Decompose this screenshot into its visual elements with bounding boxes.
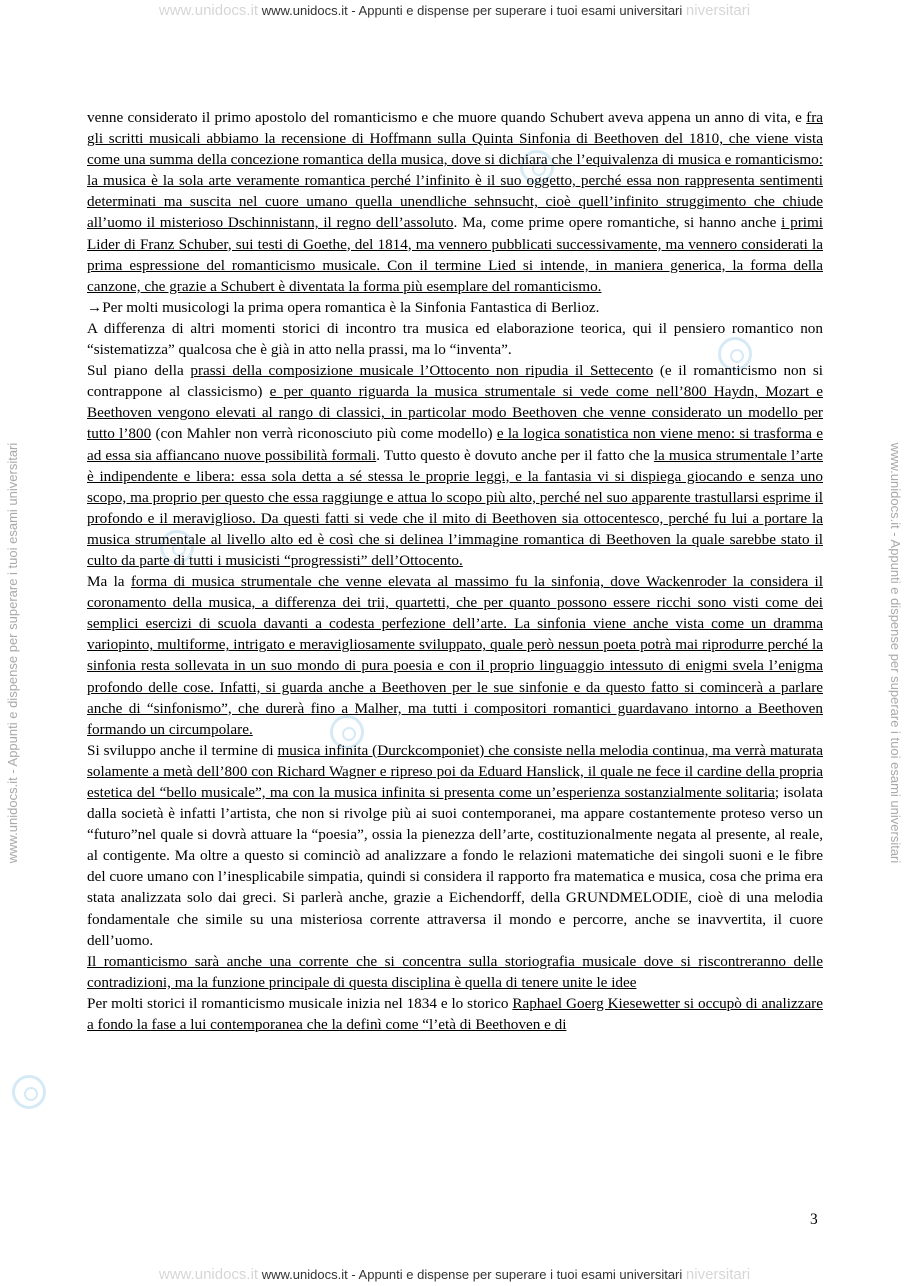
text-run: →Per molti musicologi la prima opera romantica è la Sinfonia Fantastica di Berlioz. bbox=[87, 298, 600, 316]
text-run: Ma la bbox=[87, 573, 131, 591]
paragraph bbox=[87, 951, 823, 993]
text-run: venne considerato il primo apostolo del romanticismo e che muore quando Schubert aveva appena un anno di vita, e bbox=[87, 109, 807, 126]
text-run: Sul piano della bbox=[87, 362, 191, 380]
text-run: (e il romanticismo non si contrappone al classicismo) bbox=[87, 362, 823, 401]
text-run: . Tutto questo è dovuto anche per il fatto che bbox=[376, 446, 654, 464]
underlined-text: forma di musica strumentale che venne elevata al massimo fu la sinfonia, dove Wackenroder la considera il coronamento della musica, a differenza dei trii, quartetti, che per quanto possono essere ricchi sono visti come dei semplici esercizi di scuola davanti a codesta perfezione dell’arte. La sinfonia viene anche vista come un dramma variopinto, multiforme, intrigato e meravigliosamente sviluppato, quale però nessun poeta potrà mai riprodurre perché la sinfonia resta sollevata in un suo mondo di pura poesia e con il proprio linguaggio intessuto di enigmi svela l’enigma profondo delle cose. Infatti, si guarda anche a Beethoven per le sue sinfonie e da questo fatto si comincerà a parlare anche di “sinfonismo”, che durerà fino a Malher, ma tutti i compositori romantici guardavano intorno a Beethoven formando un circumpolare. bbox=[87, 573, 823, 738]
banner-ghost-right: niversitari bbox=[685, 1266, 751, 1283]
top-banner bbox=[0, 0, 909, 22]
document-body bbox=[87, 107, 823, 1035]
text-run: Per molti storici il romanticismo musicale inizia nel 1834 e lo storico bbox=[87, 994, 513, 1012]
underlined-text: musica infinita (Durckcomponiet) che consiste nella melodia continua, ma verrà maturata solamente a metà dell’800 con Richard Wagner e ripreso poi da Eduard Hanslick, il quale ne fece il cardine della propria estetica del “bello musicale”, ma con la musica infinita si presenta come un’esperienza sostanzialmente solitaria bbox=[87, 741, 823, 801]
underlined-text: la musica strumentale l’arte è indipendente e libera: essa sola detta a sé stessa le proprie leggi, e la fantasia vi si dispiega giocando e senza uno scopo, ma proprio per questo che essa raggiunge e attua lo scopo più alto, perché nel suo apparente trastullarsi esprime il profondo e il meraviglioso. Da questi fatti si vede che il mito di Beethoven sia ottocentesco, perché fu lui a portare la musica strumentale al livello alto ed è così che si delinea l’immagine romantica di Beethoven la quale sarebbe stato il culto da parte di tutti i musicisti “progressisti” dell’Ottocento. bbox=[87, 446, 823, 569]
paragraph bbox=[87, 297, 823, 318]
bottom-banner bbox=[0, 1264, 909, 1286]
banner-text[interactable]: www.unidocs.it - Appunti e dispense per superare i tuoi esami universitari bbox=[261, 1267, 683, 1282]
text-run: A differenza di altri momenti storici di incontro tra musica ed elaborazione teorica, qui il pensiero romantico non “sistematizza” qualcosa che è già in atto nella prassi, ma lo “inventa”. bbox=[87, 319, 823, 359]
underlined-text: i primi Lider di Franz Schuber, sui testi di Goethe, del 1814, ma vennero pubblicati successivamente, ma vennero considerati la prima espressione del romanticismo musicale. Con il termine Lied si intende, in maniera generica, la forma della canzone, che grazie a Schubert è diventata la forma più esemplare del romanticismo. bbox=[87, 214, 824, 295]
underlined-text: e per quanto riguarda la musica strumentale si vede come nell’800 Haydn, Mozart e Beethoven vengono elevati al rango di classici, in particolar modo Beethoven che venne considerato un modello per tutto l’800 bbox=[87, 383, 823, 443]
text-run: ; isolata dalla società è infatti l’artista, che non si rivolge più ai suoi contemporanei, ma appare costantemente proteso verso un “futuro”nel quale si dovrà attuare la “poesia”, ossia la pienezza dell’arte, costituzionalmente negata al presente, al reale, al contigente. Ma oltre a questo si cominciò ad analizzare a fondo le relazioni matematiche dei singoli suoni e le fibre del cuore umano con l’inesplicabile simpatia, quindi si considera il rapporto fra matematica e musica, cosa che prima era stata analizzata solo dai greci. Si parlerà anche, grazie a Eichendorff, della GRUNDMELODIE, cioè di una melodia fondamentale che simile su una misteriosa corrente attraversa il mondo e percorre, anche se inavvertita, il cuore dell’uomo. bbox=[87, 784, 823, 949]
page-number: 3 bbox=[810, 1211, 818, 1228]
unidocs-logo-icon bbox=[12, 1075, 46, 1109]
text-run: Si sviluppo anche il termine di bbox=[87, 741, 278, 759]
text-run: . Ma, come prime opere romantiche, si hanno anche bbox=[453, 214, 782, 232]
underlined-text: Raphael Goerg Kiesewetter si occupò di analizzare a fondo la fase a lui contemporanea che la definì come “l’età di Beethoven e di bbox=[87, 994, 823, 1034]
underlined-text: e la logica sonatistica non viene meno: si trasforma e ad essa sia affiancano nuove possibilità formali bbox=[87, 425, 824, 464]
text-run: (con Mahler non verrà riconosciuto più come modello) bbox=[151, 425, 497, 443]
right-side-watermark: www.unidocs.it - Appunti e dispense per superare i tuoi esami universitari bbox=[888, 442, 903, 864]
banner-ghost-left: www.unidocs.it bbox=[158, 1266, 259, 1283]
paragraph bbox=[87, 740, 823, 951]
underlined-text: fra gli scritti musicali abbiamo la recensione di Hoffmann sulla Quinta Sinfonia di Beethoven del 1810, che viene vista come una summa della concezione romantica della musica, dove si dichiara che l’equivalenza di musica e romanticismo: la musica è la sola arte veramente romantica perché l’infinito è il suo oggetto, perché essa non rappresenta sentimenti determinati ma suscita nel cuore umano quella unendliche sehnsucht, cioè quell’infinito struggimento che chiude all’uomo il misterioso Dschinnistann, il regno dell’assoluto bbox=[87, 109, 823, 232]
paragraph bbox=[87, 107, 823, 297]
paragraph bbox=[87, 571, 823, 740]
underlined-text: prassi della composizione musicale l’Ottocento non ripudia il Settecento bbox=[190, 362, 654, 380]
banner-text[interactable]: www.unidocs.it - Appunti e dispense per superare i tuoi esami universitari bbox=[261, 3, 683, 18]
banner-ghost-left: www.unidocs.it bbox=[158, 2, 259, 19]
paragraph bbox=[87, 360, 823, 571]
paragraph bbox=[87, 993, 823, 1035]
underlined-text: Il romanticismo sarà anche una corrente che si concentra sulla storiografia musicale dove si riscontreranno delle contradizioni, ma la funzione principale di questa disciplina è quella di tenere unite le idee bbox=[87, 952, 823, 991]
left-side-watermark: www.unidocs.it - Appunti e dispense per superare i tuoi esami universitari bbox=[5, 442, 20, 864]
banner-ghost-right: niversitari bbox=[685, 2, 751, 19]
paragraph bbox=[87, 318, 823, 360]
